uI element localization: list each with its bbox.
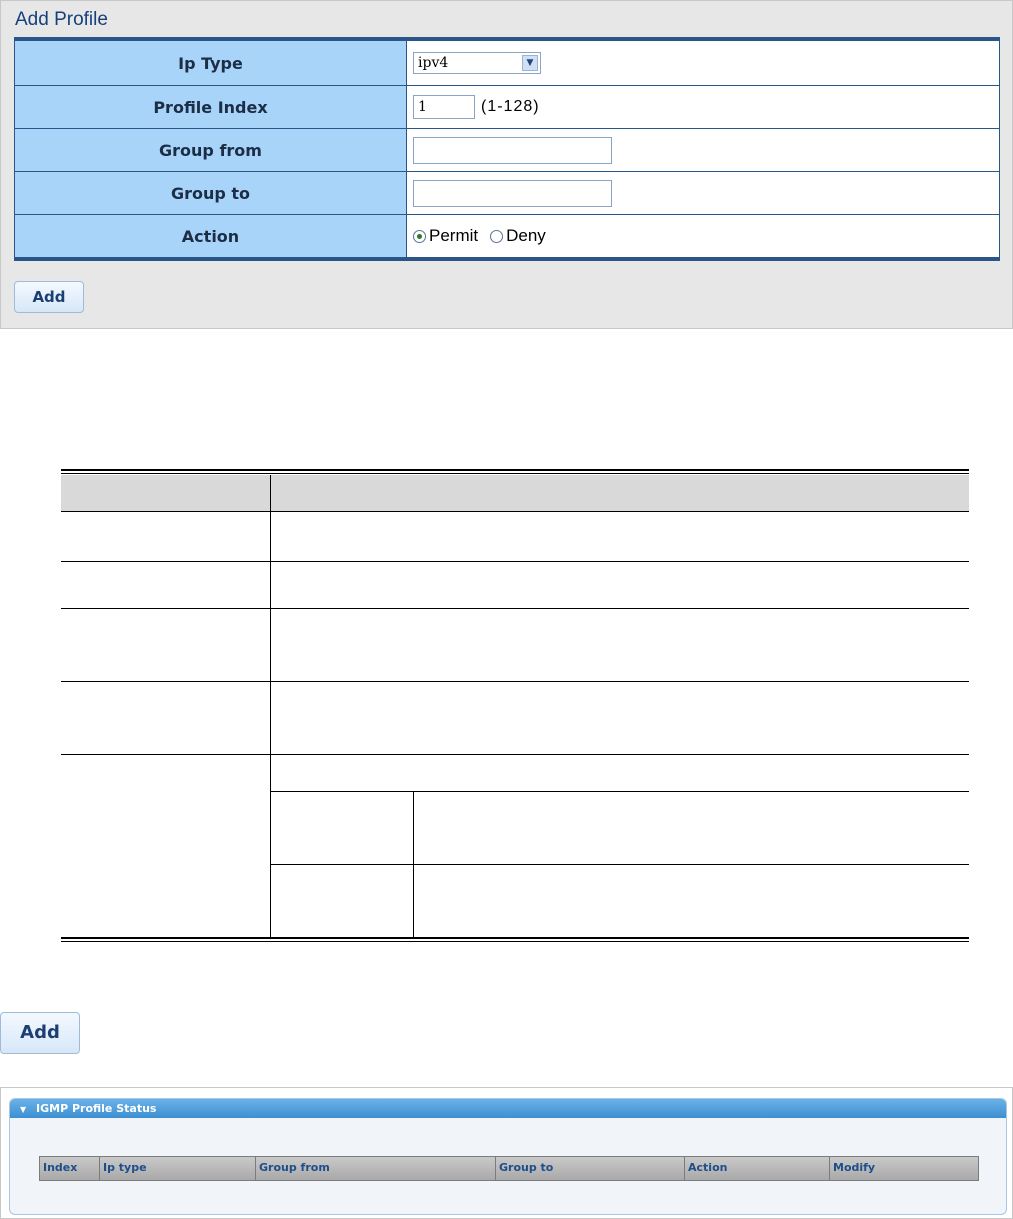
profile-index-label: Profile Index [15,86,407,128]
permit-label: Permit [429,226,479,245]
profile-index-range-hint: (1-128) [481,98,540,115]
profile-index-input[interactable]: 1 [413,95,475,119]
group-to-label: Group to [15,172,407,214]
row-profile-index [15,86,999,129]
row-divider [61,608,969,609]
row-group-from [15,129,999,172]
group-from-input[interactable] [413,137,612,164]
row-ip-type [15,41,999,86]
group-from-label: Group from [15,129,407,171]
action-permit-radio[interactable] [413,226,478,246]
igmp-profile-status-panel [0,1087,1013,1219]
subrow-divider [270,791,969,792]
row-divider [61,754,969,755]
table-top-rule-thin [61,473,969,474]
deny-label: Deny [506,226,546,245]
status-table-header [39,1156,979,1181]
row-divider [61,681,969,682]
col-group-to: Group to [496,1157,685,1180]
ip-type-selected-value: ipv4 [418,55,449,71]
row-divider [61,511,969,512]
radio-unselected-icon[interactable] [490,230,503,243]
col-action: Action [685,1157,830,1180]
description-table [61,469,969,942]
col-index: Index [40,1157,100,1180]
add-profile-form [14,37,1000,261]
row-action [15,215,999,257]
row-divider [61,561,969,562]
status-panel-body [9,1098,1007,1215]
col-group-from: Group from [256,1157,496,1180]
col-modify: Modify [833,1161,876,1174]
status-panel-title: IGMP Profile Status [36,1102,157,1115]
table-bottom-rule-thin [61,941,969,942]
add-button-large[interactable]: Add [0,1012,80,1054]
table-bottom-rule [61,937,969,939]
row-group-to [15,172,999,215]
col-ip-type: Ip type [100,1157,256,1180]
panel-title: Add Profile [15,9,108,30]
chevron-down-icon[interactable]: ▼ [522,55,538,71]
radio-selected-icon[interactable] [413,230,426,243]
action-deny-radio[interactable] [490,226,546,246]
add-button[interactable]: Add [14,281,84,313]
column-divider [270,475,271,937]
ip-type-label: Ip Type [15,41,407,85]
subcolumn-divider [413,791,414,937]
add-profile-panel [0,0,1013,329]
table-top-rule [61,469,969,471]
table-header-row [61,475,969,512]
group-to-input[interactable] [413,180,612,207]
ip-type-select[interactable] [413,52,541,74]
collapse-triangle-icon[interactable]: ▼ [20,1105,27,1114]
subrow-divider [270,864,969,865]
action-label: Action [15,215,407,257]
status-panel-header[interactable] [10,1099,1006,1118]
